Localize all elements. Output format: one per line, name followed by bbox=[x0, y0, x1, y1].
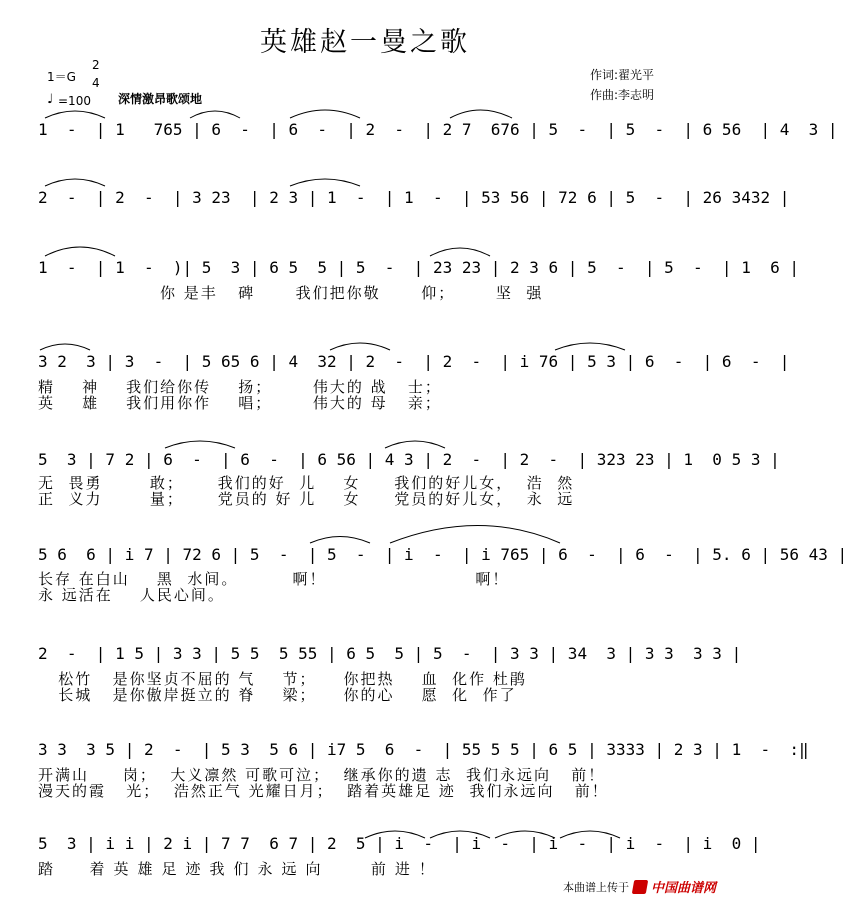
lyric-line: 长存 在白山 黑 水间。 啊！ 啊！ bbox=[38, 570, 510, 588]
footer bbox=[563, 877, 716, 896]
lyric-line: 松竹 是你坚贞不屈的 气 节； 你把热 血 化作 杜鹃 bbox=[38, 670, 527, 688]
score-notes-line: 5 3 | i i | 2 i | 7 7 6 7 | 2 5 | i - | i - | i - | i - | i 0 | bbox=[38, 834, 761, 853]
quarter-note-icon: ♩ bbox=[47, 92, 54, 107]
score-notes-line: 5 3 | 7 2 | 6 - | 6 - | 6 56 | 4 3 | 2 - | 2 - | 323 23 | 1 0 5 3 | bbox=[38, 450, 780, 469]
lyricist: 作词:翟光平 bbox=[590, 68, 655, 82]
lyric-line: 开满山 岗； 大义凛然 可歌可泣； 继承你的遗 志 我们永远向 前！ bbox=[38, 766, 606, 784]
expression-marking: 深情激昂歌颂地 bbox=[118, 92, 203, 106]
composer: 作曲:李志明 bbox=[590, 88, 655, 102]
site-logo-icon bbox=[632, 880, 648, 894]
score-notes-line: 3 2 3 | 3 - | 5 65 6 | 4 32 | 2 - | 2 - | i 76 | 5 3 | 6 - | 6 - | bbox=[38, 352, 790, 371]
score-notes-line: 2 - | 2 - | 3 23 | 2 3 | 1 - | 1 - | 53 56 | 72 6 | 5 - | 26 3432 | bbox=[38, 188, 790, 207]
lyric-line: 无 畏勇 敢； 我们的好 儿 女 我们的好儿女， 浩 然 bbox=[38, 474, 575, 492]
score-notes-line: 1 - | 1 765 | 6 - | 6 - | 2 - | 2 7 676 | 5 - | 5 - | 6 56 | 4 3 | bbox=[38, 120, 838, 139]
footer-text: 本曲谱上传于 bbox=[562, 880, 629, 894]
footer-brand: 中国曲谱网 bbox=[650, 881, 716, 896]
time-signature-bottom: 4 bbox=[92, 76, 100, 90]
score-title: 英雄赵一曼之歌 bbox=[260, 27, 470, 58]
score-notes-line: 2 - | 1 5 | 3 3 | 5 5 5 55 | 6 5 5 | 5 - | 3 3 | 34 3 | 3 3 3 3 | bbox=[38, 644, 742, 663]
lyric-line: 英 雄 我们用你作 唱； 伟大的 母 亲； bbox=[38, 394, 442, 412]
score-notes-line: 1 - | 1 - )| 5 3 | 6 5 5 | 5 - | 23 23 | 2 3 6 | 5 - | 5 - | 1 6 | bbox=[38, 258, 799, 277]
key-signature: 1＝G bbox=[47, 70, 76, 84]
lyric-line: 正 义力 量； 党员的 好 儿 女 党员的好儿女， 永 远 bbox=[38, 490, 575, 508]
lyric-line: 踏 着英雄足迹我们永远向 前进！ bbox=[38, 860, 443, 878]
lyric-line: 精 神 我们给你传 扬； 伟大的 战 士； bbox=[38, 378, 442, 396]
time-signature-top: 2 bbox=[92, 58, 100, 72]
tempo-marking: =100 bbox=[58, 94, 91, 108]
score-notes-line: 3 3 3 5 | 2 - | 5 3 5 6 | i7 5 6 - | 55 5 5 | 6 5 | 3333 | 2 3 | 1 - :‖ bbox=[38, 740, 809, 759]
lyric-line: 你 是丰 碑 我们把你敬 仰； 坚 强 bbox=[160, 284, 544, 302]
score-notes-line: 5 6 6 | i 7 | 72 6 | 5 - | 5 - | i - | i 765 | 6 - | 6 - | 5. 6 | 56 43 | bbox=[38, 545, 847, 564]
lyric-line: 长城 是你傲岸挺立的 脊 梁； 你的心 愿 化 作了 bbox=[38, 686, 517, 704]
lyric-line: 漫天的霞 光； 浩然正气 光耀日月； 踏着英雄足 迹 我们永远向 前！ bbox=[38, 782, 609, 800]
lyric-line: 永 远活在 人民心间。 bbox=[38, 586, 225, 604]
